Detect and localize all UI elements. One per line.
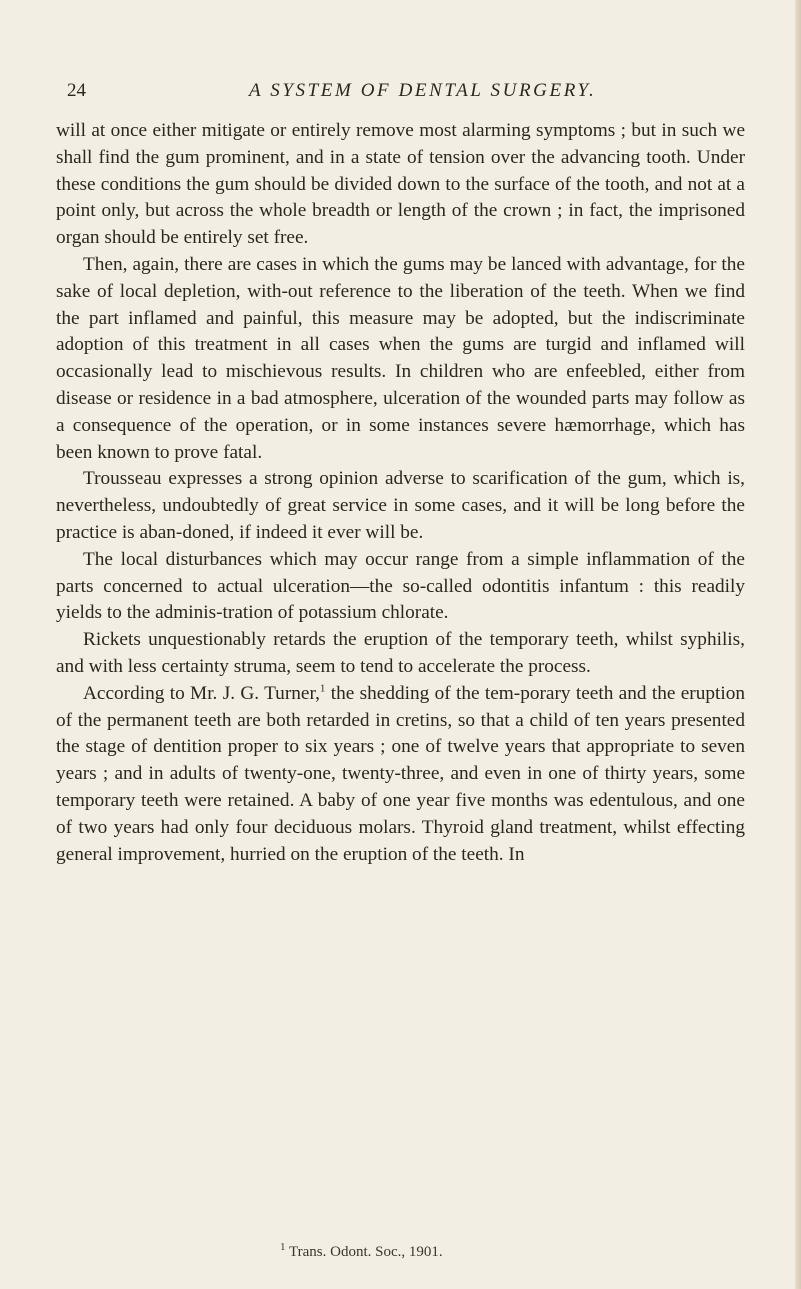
paragraph-rickets: Rickets unquestionably retards the eruption of the temporary teeth, whilst syphilis, and with less certainty struma, seem to tend to accelerate the process. [56, 629, 745, 677]
footnote [280, 1242, 443, 1262]
footnote-text: Trans. Odont. Soc., 1901. [288, 1244, 443, 1260]
body-text [56, 118, 745, 868]
page-number: 24 [67, 80, 86, 101]
running-title: A SYSTEM OF DENTAL SURGERY. [249, 80, 597, 101]
paragraph-turner [56, 681, 745, 869]
page-edge-shadow [795, 0, 801, 1289]
paragraph-lancing: Then, again, there are cases in which the gums may be lanced with advantage, for the sake of local depletion, with-out reference to the liberation of the teeth. When we find the part inflamed and painful, this measure may be adopted, but the indiscriminate adoption of this treatment in all cases when the gums are turgid and inflamed will occasionally lead to mischievous results. In children who are enfeebled, either from disease or residence in a bad atmosphere, ulceration of the wounded parts may follow as a consequence of the operation, or in some instances severe hæmorrhage, which has been known to prove fatal. [56, 253, 745, 463]
footnote-reference: 1 [319, 682, 326, 695]
footnote-marker: 1 [280, 1241, 286, 1253]
page-header [67, 76, 737, 106]
paragraph-trousseau: Trousseau expresses a strong opinion adverse to scarification of the gum, which is, nevertheless, undoubtedly of great service in some cases, and it will be long before the practice is aban-doned, if indeed it ever will be. [56, 468, 745, 543]
paragraph-local-disturbances: The local disturbances which may occur range from a simple inflammation of the parts concerned to actual ulceration—the so-called odontitis infantum : this readily yields to the adminis-tration of potassium chlorate. [56, 548, 745, 624]
paragraph-continuation: will at once either mitigate or entirely remove most alarming symptoms ; but in such we shall find the gum prominent, and in a state of tension over the advancing tooth. Under these conditions the gum should be divided down to the surface of the tooth, and not at a point only, but across the whole breadth or length of the crown ; in fact, the imprisoned organ should be entirely set free. [56, 120, 745, 249]
turner-text-rest: the shedding of the tem-porary teeth and the eruption of the permanent teeth are both retarded in cretins, so that a child of ten years presented the stage of dentition proper to six years ; one of twelve years that appropriate to seven years ; and in adults of twenty-one, twenty-three, and even in one of thirty years, some temporary teeth were retained. A baby of one year five months was edentulous, and one of two years had only four deciduous molars. Thyroid gland treatment, whilst effecting general improvement, hurried on the eruption of the teeth. In [56, 682, 745, 865]
turner-text-start: According to Mr. J. G. Turner, [83, 682, 320, 704]
